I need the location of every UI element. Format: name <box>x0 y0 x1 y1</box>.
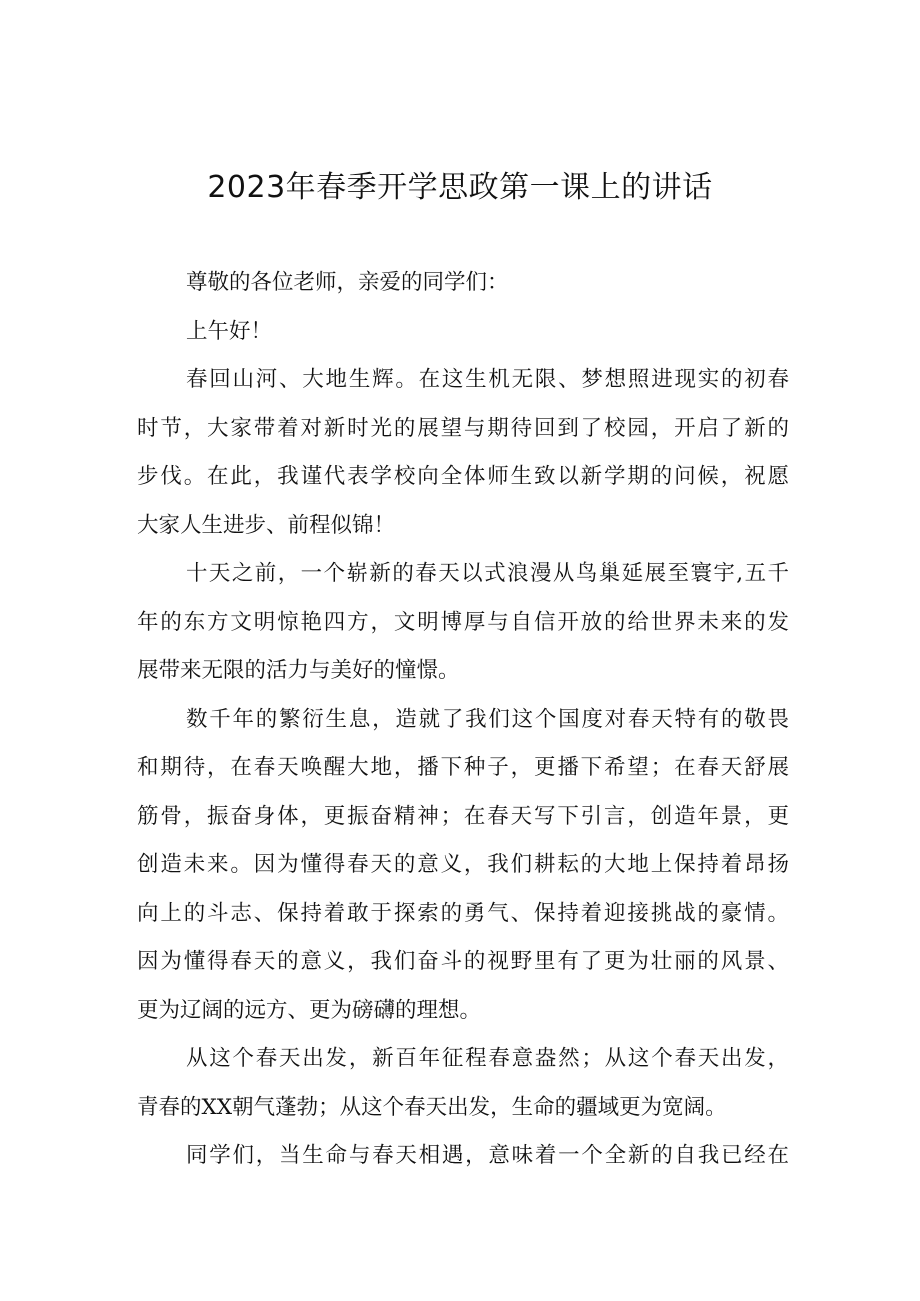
text-line: 年的东方文明惊艳四方，文明博厚与自信开放的给世界未来的发 <box>137 609 789 635</box>
text-line: 青春的XX朝气蓬勃；从这个春天出发，生命的疆域更为宽阔。 <box>137 1094 727 1120</box>
text-line: 时节，大家带着对新时光的展望与期待回到了校园，开启了新的 <box>137 415 789 441</box>
document-body <box>137 259 789 1181</box>
text-line: 筋骨，振奋身体，更振奋精神；在春天写下引言，创造年景，更 <box>137 803 789 829</box>
text-line: 同学们，当生命与春天相遇，意味着一个全新的自我已经在 <box>186 1143 789 1168</box>
text-line: 十天之前，一个崭新的春天以式浪漫从鸟巢延展至寰宇,五千 <box>186 561 789 586</box>
text-line: 数千年的繁衍生息，造就了我们这个国度对春天特有的敬畏 <box>186 706 789 732</box>
text-line: 春回山河、大地生辉。在这生机无限、梦想照进现实的初春 <box>186 367 789 392</box>
text-line: 创造未来。因为懂得春天的意义，我们耕耘的大地上保持着昂扬 <box>137 852 789 877</box>
text-line: 更为辽阔的远方、更为磅礴的理想。 <box>137 997 482 1023</box>
document-title: 2023年春季开学思政第一课上的讲话 <box>207 170 713 205</box>
text-line: 从这个春天出发，新百年征程春意盎然；从这个春天出发， <box>186 1046 789 1071</box>
text-line: 和期待，在春天唤醒大地，播下种子，更播下希望；在春天舒展 <box>137 755 789 780</box>
text-line: 尊敬的各位老师，亲爱的同学们： <box>186 270 509 295</box>
text-line: 向上的斗志、保持着敢于探索的勇气、保持着迎接挑战的豪情。 <box>137 900 789 926</box>
text-line: 因为懂得春天的意义，我们奋斗的视野里有了更为壮丽的风景、 <box>137 949 789 974</box>
text-line: 上午好！ <box>186 318 273 344</box>
text-line: 大家人生进步、前程似锦！ <box>137 512 396 538</box>
text-line: 展带来无限的活力与美好的憧憬。 <box>137 658 460 683</box>
text-line: 步伐。在此，我谨代表学校向全体师生致以新学期的问候，祝愿 <box>137 464 789 489</box>
